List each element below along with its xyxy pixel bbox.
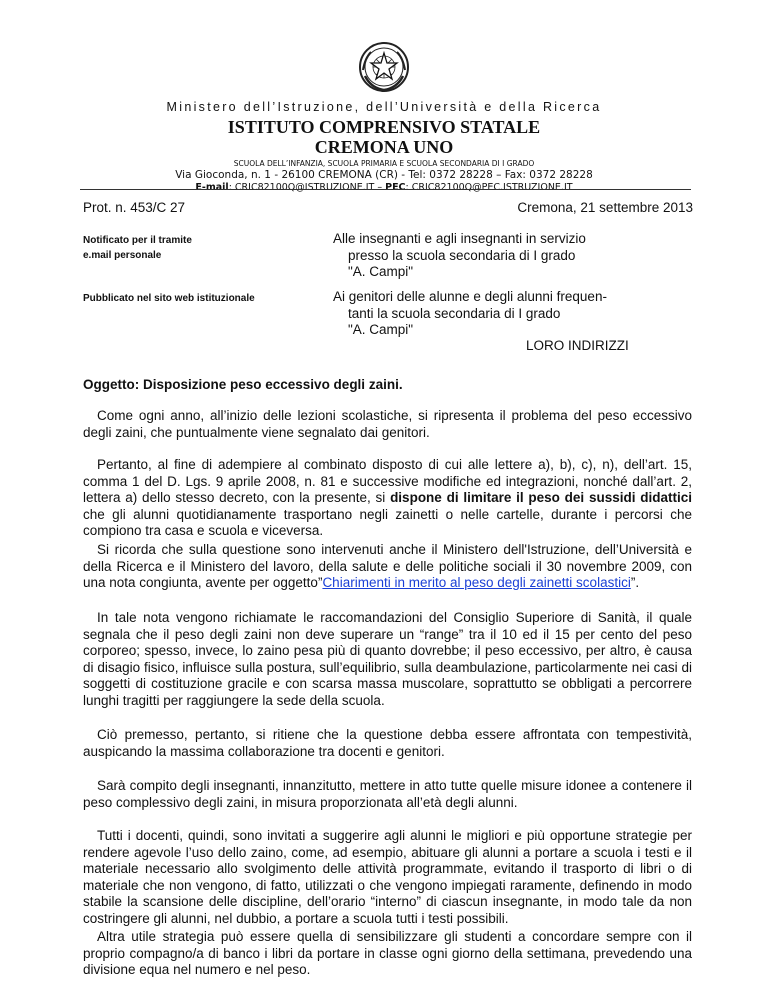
parents-line-2: tanti la scuola secondaria di I grado xyxy=(348,305,561,321)
loro-indirizzi: LORO INDIRIZZI xyxy=(526,338,629,353)
school-address: Via Gioconda, n. 1 - 26100 CREMONA (CR) - Tel: 0372 28228 – Fax: 0372 28228 xyxy=(175,169,593,181)
letterhead xyxy=(0,99,768,194)
paragraph-3 xyxy=(83,542,692,592)
pec-address: : CRIC82100Q@PEC.ISTRUZIONE.IT xyxy=(405,182,573,193)
notification-note xyxy=(83,233,192,263)
protocol-number: Prot. n. 453/C 27 xyxy=(83,200,186,215)
school-title: ISTITUTO COMPRENSIVO STATALE xyxy=(227,117,541,137)
teachers-line-2: presso la scuola secondaria di I grado xyxy=(348,247,576,263)
paragraph-3-text-a: Si ricorda che sulla questione sono intervenuti anche il Ministero dell'Istruzione, dell’Università e della Ricerca e il Ministero del lavoro, della salute e delle politiche sociali il 30 novembre 2009, con una nota congiunta, avente per oggetto” xyxy=(83,542,692,591)
paragraph-2-text-a: Pertanto, al fine di adempiere al combinato disposto di cui alle lettere a), b), c), n), dell’art. 15, comma 1 del D. Lgs. 9 aprile 2008, n. 81 e successive modifiche ed integrazioni, nonché dall’art. 2, lettera a) dello stesso decreto, con la presente, si xyxy=(83,457,692,506)
paragraph-1: Come ogni anno, all’inizio delle lezioni scolastiche, si ripresenta il problema del peso eccessivo degli zaini, che puntualmente viene segnalato dai genitori. xyxy=(83,408,692,440)
circular-link[interactable]: Chiarimenti in merito al peso degli zainetti scolastici xyxy=(322,575,631,591)
paragraph-2 xyxy=(83,457,692,540)
email-label: E-mail xyxy=(195,182,229,193)
paragraph-8: Altra utile strategia può essere quella di sensibilizzare gli studenti a concordare sempre con il proprio compagno/a di banco i libri da portare in classe ogni giorno della settimana, prevedendo una divisione equa nel numero e nel peso. xyxy=(83,929,692,978)
recipients-teachers xyxy=(333,231,586,281)
paragraph-2-bold: dispone di limitare il peso dei sussidi didattici xyxy=(390,490,692,506)
paragraph-2-text-b: che gli alunni quotidianamente trasportano negli zainetti o nelle cartelle, durante i percorsi che compiono tra casa e scuola e viceversa. xyxy=(83,506,692,539)
teachers-line-3: "A. Campi" xyxy=(348,264,414,279)
parents-line-3: "A. Campi" xyxy=(348,322,414,337)
italian-republic-emblem-icon xyxy=(357,40,411,94)
parents-line-1: Ai genitori delle alunne e degli alunni frequen- xyxy=(333,289,607,304)
published-note: Pubblicato nel sito web istituzionale xyxy=(83,293,255,304)
school-emails xyxy=(0,182,768,194)
paragraph-4: In tale nota vengono richiamate le raccomandazioni del Consiglio Superiore di Sanità, il quale segnala che il peso degli zaini non deve superare un “range” tra il 10 ed il 15 per cento del peso corporeo; spesso, invece, lo zaino pesa più di quanto dovrebbe; il peso eccessivo, per altro, è causa di disagio fisico, influisce sulla postura, sull’equilibrio, sulla deambulazione, particolarmente nei casi di soggetti di costituzione gracile e con scarsa massa muscolare, soprattutto se obbligati a percorrere lunghi tragitti per raggiungere la sede della scuola. xyxy=(83,610,692,708)
school-levels: SCUOLA DELL’INFANZIA, SCUOLA PRIMARIA E SCUOLA SECONDARIA DI I GRADO xyxy=(233,159,535,168)
teachers-line-1: Alle insegnanti e agli insegnanti in servizio xyxy=(333,231,586,246)
school-name: CREMONA UNO xyxy=(314,137,454,157)
header-divider xyxy=(80,189,691,190)
paragraph-5: Ciò premesso, pertanto, si ritiene che la questione debba essere affrontata con tempestività, auspicando la massima collaborazione tra docenti e genitori. xyxy=(83,727,692,759)
notification-line-2: e.mail personale xyxy=(83,250,162,261)
letter-subject: Oggetto: Disposizione peso eccessivo degli zaini. xyxy=(83,377,403,392)
paragraph-7: Tutti i docenti, quindi, sono invitati a suggerire agli alunni le migliori e più opportune strategie per rendere agevole l’uso dello zaino, come, ad esempio, abituare gli alunni a portare a scuola i testi e il materiale necessario allo svolgimento delle attività programmate, evitando il trasporto di libri o di materiale che non vengono, di fatto, utilizzati o che vengono impiegati raramente, definendo in modo stabile la scansione delle discipline, dell’orario “interno” di ciascun insegnante, in modo tale da non costringere gli alunni, nel dubbio, a portare a scuola tutti i testi possibili. xyxy=(83,828,692,926)
letter-date: Cremona, 21 settembre 2013 xyxy=(517,200,693,215)
notification-line-1: Notificato per il tramite xyxy=(83,235,192,246)
email-address: : CRIC82100Q@ISTRUZIONE.IT – xyxy=(228,182,386,193)
recipients-parents xyxy=(333,289,607,339)
paragraph-6: Sarà compito degli insegnanti, innanzitutto, mettere in atto tutte quelle misure idonee a contenere il peso complessivo degli zaini, in misura proporzionata all’età degli alunni. xyxy=(83,778,692,810)
ministry-name: Ministero dell’Istruzione, dell’Università e della Ricerca xyxy=(166,100,602,114)
pec-label: PEC xyxy=(385,182,406,193)
paragraph-3-text-b: ”. xyxy=(630,575,640,591)
